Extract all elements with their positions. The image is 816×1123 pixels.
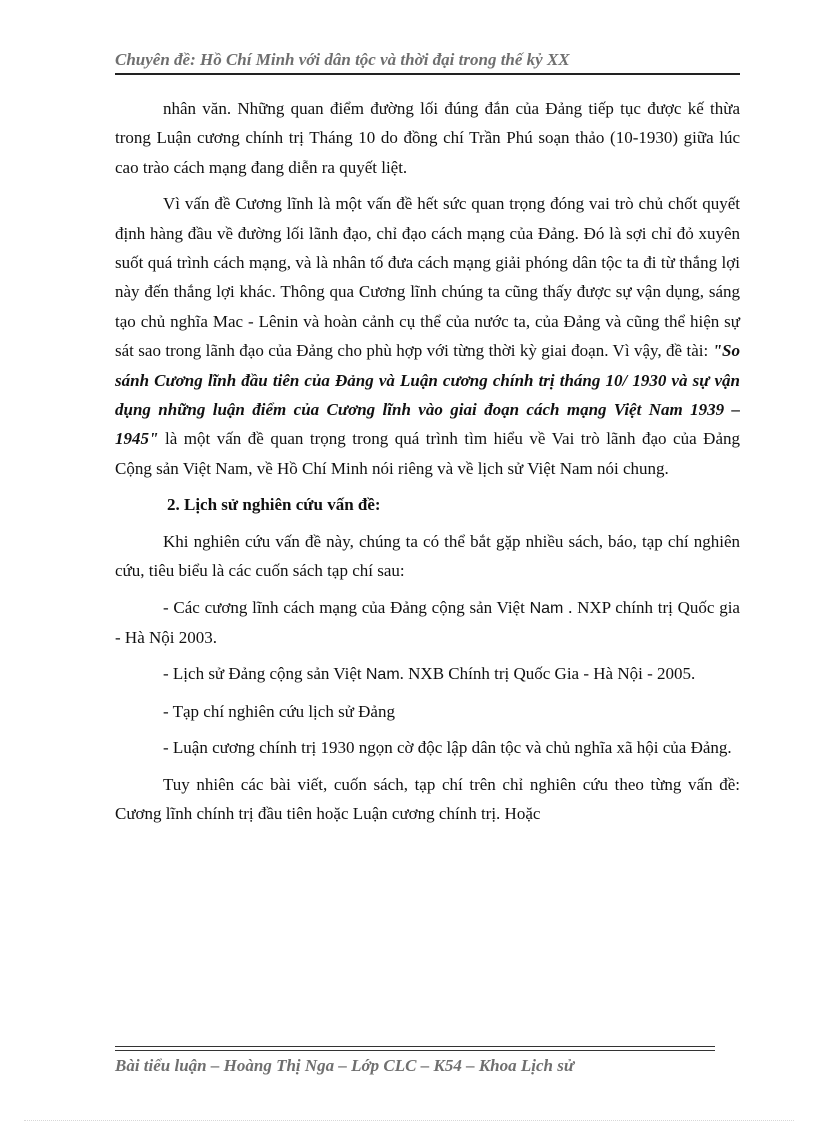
paragraph-4: Tuy nhiên các bài viết, cuốn sách, tạp chí trên chỉ nghiên cứu theo từng vấn đề: Cương lĩnh chính trị đầu tiên hoặc Luận cương chính trị. Hoặc	[115, 774, 740, 823]
reference-item-2	[115, 659, 740, 689]
topic-title: "So sánh Cương lĩnh đầu tiên của Đảng và Luận cương chính trị tháng 10/ 1930 và sự vận dụng những luận điểm của Cương lĩnh vào giai đoạn cách mạng Việt Nam 1939 – 1945"	[115, 341, 740, 449]
paragraph-2-tail: là một vấn đề quan trọng trong quá trình tìm hiểu về Vai trò lãnh đạo của Đảng Cộng sản Việt Nam, về Hồ Chí Minh nói riêng và về lịch sử Việt Nam nói chung.	[115, 429, 740, 478]
reference-item-4: - Luận cương chính trị 1930 ngọn cờ độc lập dân tộc và chủ nghĩa xã hội của Đảng.	[163, 738, 732, 758]
paragraph-2-lead: Vì vấn đề Cương lĩnh là một vấn đề hết sức quan trọng đóng vai trò chủ chốt quyết định hàng đầu về đường lối lãnh đạo, chỉ đạo cách mạng của Đảng. Đó là sợi chỉ đỏ xuyên suốt quá trình cách mạng, và là nhân tố đưa cách mạng giải phóng dân tộc ta đi từ thắng lợi này đến thắng lợi khác. Thông qua Cương lĩnh chúng ta cũng thấy được sự vận dụng, sáng tạo chủ nghĩa Mac - Lênin và hoàn cảnh cụ thể của nước ta, của Đảng và cũng thể hiện sự sát sao trong lãnh đạo của Đảng cho phù hợp với từng thời kỳ giai đoạn. Vì vậy, đề tài:	[115, 194, 740, 361]
page-bottom-border	[24, 1120, 794, 1121]
section-heading: 2. Lịch sử nghiên cứu vấn đề:	[167, 495, 381, 515]
page-footer: Bài tiểu luận – Hoàng Thị Nga – Lớp CLC – K54 – Khoa Lịch sử	[115, 1056, 575, 1075]
document-body	[115, 94, 740, 835]
reference-item-3: - Tạp chí nghiên cứu lịch sử Đảng	[163, 701, 395, 721]
paragraph-1: nhân văn. Những quan điểm đường lối đúng đắn của Đảng tiếp tục được kế thừa trong Luận cương chính trị Tháng 10 do đồng chí Trần Phú soạn thảo (10-1930) giữa lúc cao trào cách mạng đang diễn ra quyết liệt.	[115, 99, 740, 177]
reference-item-2-publisher: . NXB Chính trị Quốc Gia - Hà Nội - 2005.	[399, 664, 696, 684]
page-header: Chuyên đề: Hồ Chí Minh với dân tộc và thời đại trong thế kỷ XX	[115, 50, 740, 75]
reference-item-2-name: Nam	[365, 666, 400, 684]
reference-item-1-publisher: . NXP chính trị Quốc gia - Hà Nội 2003.	[115, 597, 740, 647]
paragraph-2	[115, 189, 740, 483]
reference-item-2-text: - Lịch sử Đảng cộng sản Việt	[163, 664, 366, 684]
paragraph-3: Khi nghiên cứu vấn đề này, chúng ta có thể bắt gặp nhiều sách, báo, tạp chí nghiên cứu, tiêu biểu là các cuốn sách tạp chí sau:	[115, 531, 740, 581]
reference-item-1	[115, 593, 740, 653]
footer-divider	[115, 1046, 715, 1051]
reference-item-1-text: - Các cương lĩnh cách mạng của Đảng cộng sản Việt	[163, 597, 530, 617]
reference-item-1-name: Nam	[529, 599, 564, 617]
